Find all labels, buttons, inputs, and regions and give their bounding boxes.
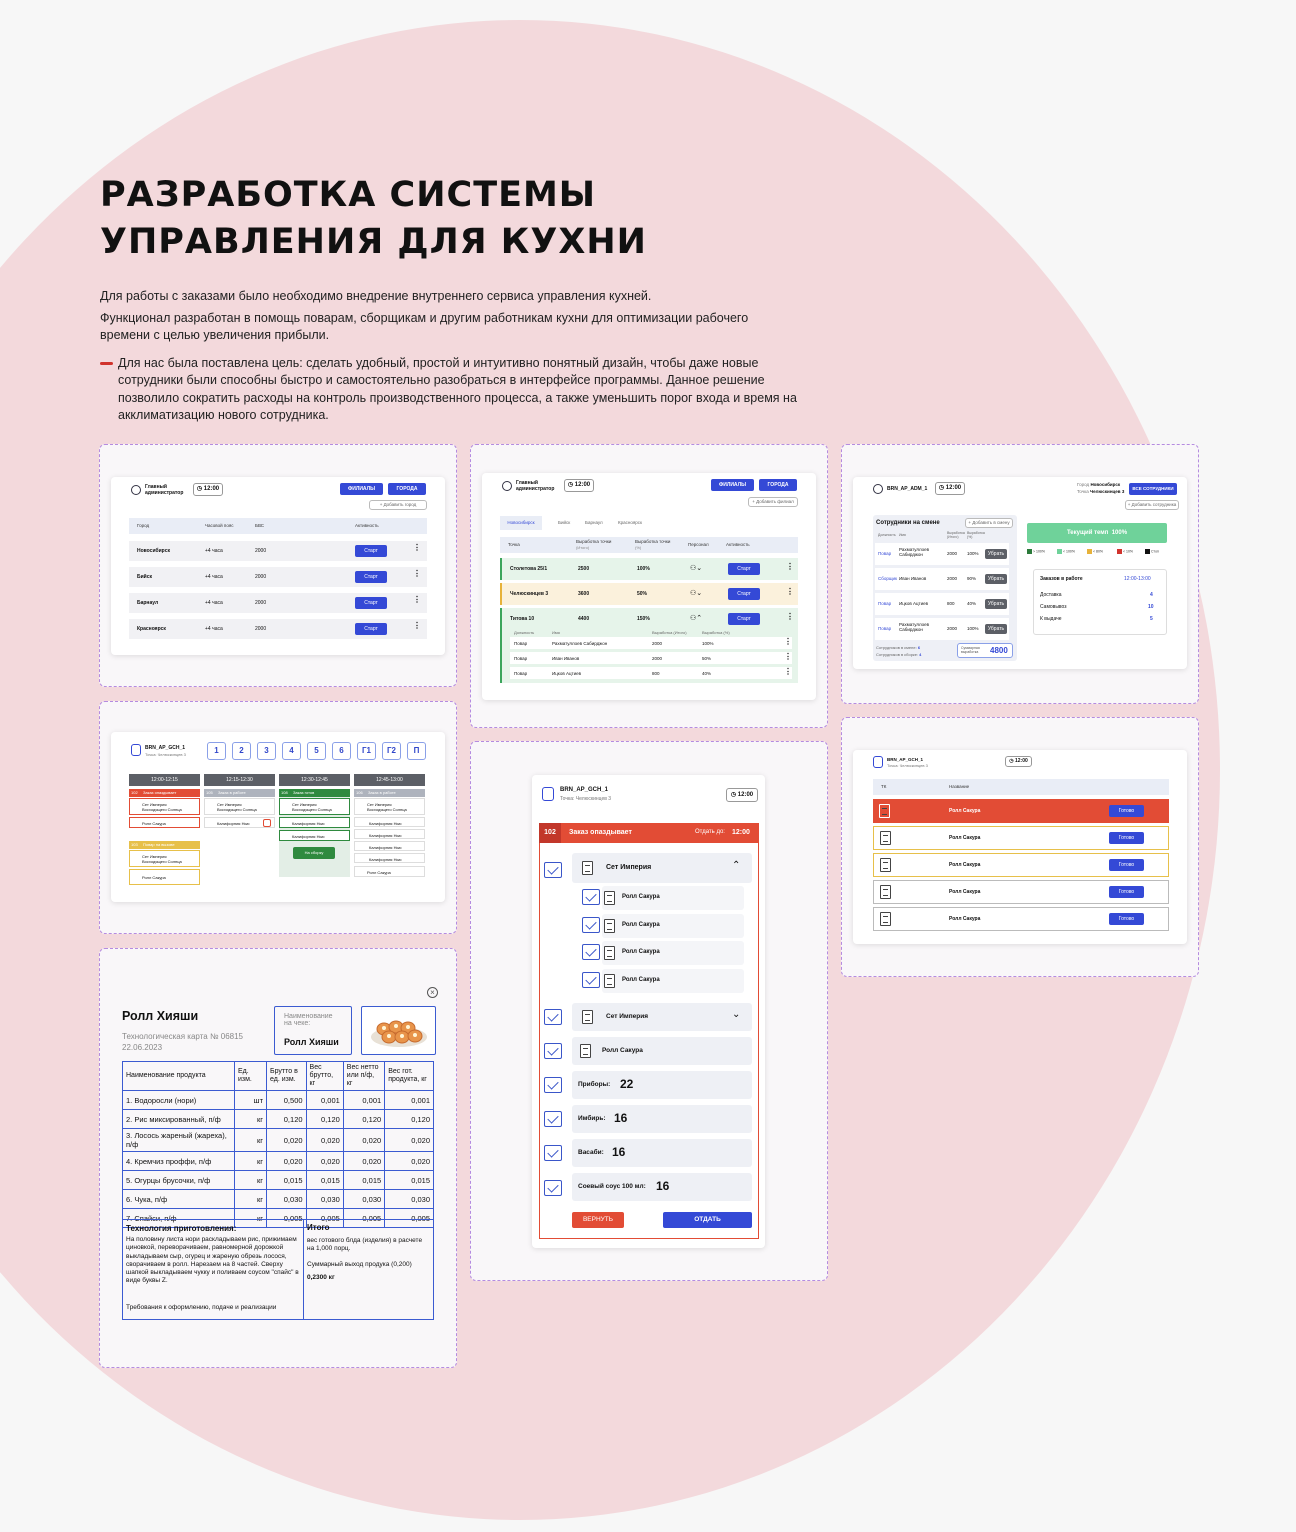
chef-icon bbox=[542, 787, 554, 801]
add-to-shift-button[interactable]: + Добавить в смену bbox=[965, 518, 1013, 528]
order-header-ready: 108 Заказ готов bbox=[279, 789, 350, 797]
slot-column-3: 108 Заказ готов Сет Империя Восходящего Солнца Калифорния Нью Калифорния Нью На сборку bbox=[279, 789, 350, 877]
clock: ◷ 12:00 bbox=[564, 479, 594, 492]
item-row: Ролл Сакура bbox=[602, 914, 744, 938]
return-button[interactable]: ВЕРНУТЬ bbox=[572, 1212, 624, 1228]
number-button-5[interactable]: 5 bbox=[307, 742, 326, 760]
ready-button[interactable]: Готово bbox=[1109, 859, 1144, 871]
slot-column-1: 102 Заказ опаздывает Сет Империя Восходящего Солнца Ролл Сакура 103 Повар на вызове Сет Империя Восходящего Солнца Ролл Сакура bbox=[129, 789, 200, 887]
branches-button[interactable]: ФИЛИАЛЫ bbox=[340, 483, 383, 495]
more-icon[interactable]: ⋮ bbox=[413, 621, 421, 630]
document-icon bbox=[880, 831, 891, 845]
document-icon bbox=[582, 1010, 593, 1024]
table-row: Красноярск +4 часа 2000 Старт ⋮ bbox=[129, 619, 427, 639]
chevron-down-icon[interactable]: ⌄ bbox=[732, 1009, 741, 1020]
staff-row: Повар Рахматуллоев Сабирджон 2000 100% Убрать bbox=[875, 543, 1009, 565]
checkbox-item[interactable] bbox=[582, 917, 600, 933]
chevron-up-icon[interactable]: ⌃ bbox=[732, 860, 741, 871]
add-branch-button[interactable]: + Добавить филиал bbox=[748, 497, 798, 507]
user-name: Главный администратор bbox=[516, 480, 555, 492]
frame-cities bbox=[99, 444, 457, 687]
number-button-g1[interactable]: Г1 bbox=[357, 742, 376, 760]
number-button-p[interactable]: П bbox=[407, 742, 426, 760]
table-row: Столетова 25/1 2500 100% ⚇⌄ Старт ⋮ bbox=[500, 558, 798, 580]
chef-icon bbox=[131, 744, 141, 756]
order-header-late: 102 Заказ опаздывает bbox=[129, 789, 200, 797]
extra-row: Соевый соус 100 мл: 16 bbox=[572, 1173, 752, 1201]
start-button[interactable]: Старт bbox=[355, 597, 387, 609]
table-row-expanded: Титова 10 4400 150% ⚇⌃ Старт ⋮ Должность Имя Выработка (Итого) Выработка (%) Повар Рахматуллоев Сабирджон 2000 100% ⋮ Повар Иван Иванов 2000 50% ⋮ Повар Ицков Ацтиев 800 40% ⋮ bbox=[500, 608, 798, 683]
table-row: Новосибирск +4 часа 2000 Старт ⋮ bbox=[129, 541, 427, 561]
document-icon bbox=[580, 1044, 591, 1058]
table-row: 4. Кремчиз проффи, п/ф кг 0,020 0,020 0,020 0,020 bbox=[123, 1152, 434, 1171]
employee-row: Повар Рахматуллоев Сабирджон 2000 100% ⋮ bbox=[510, 637, 792, 649]
give-button[interactable]: ОТДАТЬ bbox=[663, 1212, 752, 1228]
branches-button[interactable]: ФИЛИАЛЫ bbox=[711, 479, 754, 491]
table-header-row: Наименование продукта Ед. изм. Брутто в ед. изм. Вес брутто, кг Вес нетто или п/ф, кг Вес гот. продукта, кг bbox=[123, 1062, 434, 1091]
extra-row: Приборы: 22 bbox=[572, 1071, 752, 1099]
extra-row: Васаби: 16 bbox=[572, 1139, 752, 1167]
table-header: ТК Название bbox=[873, 779, 1169, 795]
checkbox-cutlery[interactable] bbox=[544, 1077, 562, 1093]
set-row[interactable]: Сет Империя ⌃ bbox=[572, 853, 752, 883]
checkbox-item[interactable] bbox=[582, 944, 600, 960]
more-icon[interactable]: ⋮ bbox=[786, 562, 794, 571]
user-icon bbox=[502, 481, 512, 491]
tech-process-box: Технология приготовления: На половину листа нори раскладываем рис, прижимаем циновкой, переворачиваем, равномерной дорожкой выкладываем сыр, огурец и жареную обрезь лосося, сворачиваем в ролл. Нарезаем на 8 частей. Сверху шапкой выкладываем чукку и поливаем соусом "спайс" в виде буквы Z. Требования к оформлению, подаче и реализации Итого вес готового блда (изделия) в расчете на 1,000 порц. Суммарный выход продука (0,200) 0,2300 кг bbox=[122, 1219, 434, 1320]
clock: ◷ 12:00 bbox=[1005, 756, 1032, 767]
user-name: BRN_AP_ADM_1 bbox=[887, 486, 928, 492]
order-header-call: 103 Повар на вызове bbox=[129, 841, 200, 849]
more-icon[interactable]: ⋮ bbox=[784, 667, 792, 676]
staff-row: Сборщик Иван Иванов 2000 90% Убрать bbox=[875, 568, 1009, 590]
remove-button[interactable]: Убрать bbox=[985, 549, 1007, 559]
slot-column-4: 106 Заказ в работе Сет Империя Восходящего Солнца Калифорния Нью Калифорния Нью Калифорния Нью Калифорния Нью Ролл Сакура bbox=[354, 789, 425, 879]
table-row: Бийск +4 часа 2000 Старт ⋮ bbox=[129, 567, 427, 587]
user-name: BRN_AP_GCH_1 bbox=[887, 757, 924, 762]
dish-photo bbox=[361, 1006, 436, 1055]
document-icon bbox=[880, 885, 891, 899]
tab-krasnoyarsk[interactable]: Красноярск bbox=[618, 520, 643, 525]
ready-button[interactable]: Готово bbox=[1109, 886, 1144, 898]
add-city-button[interactable]: + Добавить город bbox=[369, 500, 427, 510]
ready-button[interactable]: Готово bbox=[1109, 832, 1144, 844]
tab-novosibirsk[interactable]: Новосибирск bbox=[500, 516, 542, 530]
extra-row: Имбирь: 16 bbox=[572, 1105, 752, 1133]
tempo-bar: Текущий темп 100% bbox=[1027, 523, 1167, 543]
user-name: BRN_AP_GCH_1 bbox=[560, 787, 609, 793]
more-icon[interactable]: ⋮ bbox=[784, 652, 792, 661]
document-icon bbox=[880, 912, 891, 926]
tech-row: Ролл Сакура Готово bbox=[873, 853, 1169, 877]
ingredients-table bbox=[122, 1061, 434, 1228]
checkbox-soy[interactable] bbox=[544, 1180, 562, 1196]
checkbox-item[interactable] bbox=[582, 972, 600, 988]
document-icon bbox=[582, 861, 593, 875]
employee-row: Повар Иван Иванов 2000 50% ⋮ bbox=[510, 652, 792, 664]
remove-button[interactable]: Убрать bbox=[985, 599, 1007, 609]
start-button[interactable]: Старт bbox=[728, 563, 760, 575]
order-header: 102 Заказ опаздывает Отдать до: 12:00 bbox=[539, 823, 759, 843]
checkbox-item[interactable] bbox=[582, 889, 600, 905]
number-button-6[interactable]: 6 bbox=[332, 742, 351, 760]
branches-screen bbox=[482, 473, 816, 700]
number-button-3[interactable]: 3 bbox=[257, 742, 276, 760]
time-slot: 12:30-12:45 bbox=[279, 774, 350, 786]
time-slot: 12:00-12:15 bbox=[129, 774, 200, 786]
staff-panel: Сотрудники на смене + Добавить в смену Должность Имя Выработка (Итого) Выработка (%) Повар Рахматуллоев Сабирджон 2000 100% Убрать Сборщик Иван Иванов 2000 90% Убрать Повар Ицков Ацтиев 800 40% Убрать Повар Рахматуллоев Сабирджон 2000 100% Убрать Сотрудников в смене: 6 Сотрудников в сборке: 4 Суммарная выработка 4800 bbox=[873, 515, 1017, 661]
checkbox-set-2[interactable] bbox=[544, 1009, 562, 1025]
more-icon[interactable]: ⋮ bbox=[413, 543, 421, 552]
document-icon bbox=[604, 891, 615, 905]
start-button[interactable]: Старт bbox=[355, 571, 387, 583]
city-tabs bbox=[500, 516, 798, 530]
user-icon bbox=[131, 485, 141, 495]
tech-list-screen: BRN_AP_GCH_1 Точка: Челюскинцев 3 ◷ 12:00 ТК Название Ролл Сакура Готово Ролл Сакура Готово Ролл Сакура Готово Ролл Сакура Готово Ролл Сакура Готово bbox=[853, 750, 1187, 944]
checkbox-ginger[interactable] bbox=[544, 1111, 562, 1127]
goal-bullet: Для нас была поставлена цель: сделать удобный, простой и интуитивно понятный дизайн, чтобы даже новые сотрудники были способны быстро и самостоятельно разобраться в интерфейсе программы. Данное решение позволило сократить расходы на контроль производственного процесса, а также уменьшить порог входа и время на акклиматизацию нового сотрудника. bbox=[100, 355, 820, 425]
document-icon bbox=[604, 946, 615, 960]
total-output: Суммарная выработка 4800 bbox=[957, 643, 1013, 658]
clock: ◷ 12:00 bbox=[935, 482, 965, 495]
time-slot: 12:45-13:00 bbox=[354, 774, 425, 786]
frame-tech-list bbox=[841, 717, 1199, 977]
tech-card-number: Технологическая карта № 06815 bbox=[122, 1032, 243, 1041]
page-header bbox=[100, 172, 860, 425]
start-button[interactable]: Старт bbox=[728, 613, 760, 625]
order-header-work: 105 Заказ в работе bbox=[204, 789, 275, 797]
document-icon bbox=[604, 974, 615, 988]
item-row: Ролл Сакура bbox=[602, 969, 744, 993]
ready-button[interactable]: Готово bbox=[1109, 913, 1144, 925]
intro-paragraph: Для работы с заказами было необходимо внедрение внутреннего сервиса управления кухней. bbox=[100, 289, 652, 303]
to-assembly-button[interactable]: На сборку bbox=[293, 847, 335, 859]
tech-row: Ролл Сакура Готово bbox=[873, 826, 1169, 850]
table-row: Челюскинцев 3 3600 50% ⚇⌄ Старт ⋮ bbox=[500, 583, 798, 605]
kanban-screen: BRN_AP_GCH_1 Точка: Челюскинцев 3 1 2 3 4 5 6 Г1 Г2 П 12:00-12:15 12:15-12:30 12:30-12:45 12:45-13:00 102 Заказ опаздывает Сет Империя Восходящего Солнца Ролл Сакура 103 Повар на вызове Сет Империя Восходящего Солнца Ролл Сакура 105 Заказ в работе Сет Империя Восходящего Солнца Калифорния Нью 108 Заказ готов Сет Империя Восходящего Солнца Калифорния Нью Калифорния Нью На сборку 106 Заказ в работе Сет Империя Восходящего Солнца Калифорния Нью Калифорния Нью Калифорния Нью Калифорния Нью Ролл Сакура bbox=[111, 732, 445, 902]
item-row: Ролл Сакура bbox=[602, 886, 744, 910]
staff-row: Повар Рахматуллоев Сабирджон 2000 100% Убрать bbox=[875, 618, 1009, 640]
table-row: 3. Лосось жареный (жареха), п/ф кг 0,020 0,020 0,020 0,020 bbox=[123, 1129, 434, 1152]
remove-button[interactable]: Убрать bbox=[985, 574, 1007, 584]
remove-button[interactable]: Убрать bbox=[985, 624, 1007, 634]
cities-button[interactable]: ГОРОДА bbox=[759, 479, 797, 491]
order-screen: BRN_AP_GCH_1 Точка: Челюскинцев 3 ◷ 12:00 102 Заказ опаздывает Отдать до: 12:00 Сет Империя ⌃ Ролл Сакура Ролл Сакура Ролл Сакура Ролл Сакура Сет Империя ⌄ Ролл Сакура Приборы: 22 Имбирь: 16 Васаби: 16 Соевый соус 100 мл: 16 ВЕРНУТЬ ОТДАТЬ bbox=[532, 775, 765, 1248]
number-button-2[interactable]: 2 bbox=[232, 742, 251, 760]
page-title: РАЗРАБОТКА СИСТЕМЫ УПРАВЛЕНИЯ ДЛЯ КУХНИ bbox=[100, 175, 647, 262]
user-icon bbox=[873, 484, 883, 494]
table-row: Барнаул +4 часа 2000 Старт ⋮ bbox=[129, 593, 427, 613]
all-employees-button[interactable]: ВСЕ СОТРУДНИКИ bbox=[1129, 483, 1177, 495]
item-row: Ролл Сакура bbox=[602, 941, 744, 965]
cities-button[interactable]: ГОРОДА bbox=[388, 483, 426, 495]
sushi-image bbox=[362, 1007, 437, 1056]
receipt-name-box: Наименование на чеке: Ролл Хияши bbox=[274, 1006, 352, 1055]
tech-card-date: 22.06.2023 bbox=[122, 1043, 163, 1052]
user-name: BRN_AP_GCH_1 bbox=[145, 745, 186, 751]
staff-row: Повар Ицков Ацтиев 800 40% Убрать bbox=[875, 593, 1009, 615]
employee-row: Повар Ицков Ацтиев 800 40% ⋮ bbox=[510, 667, 792, 679]
tech-row-late: Ролл Сакура Готово bbox=[873, 799, 1169, 823]
close-icon[interactable]: × bbox=[427, 987, 438, 998]
number-button-4[interactable]: 4 bbox=[282, 742, 301, 760]
table-row: 1. Водоросли (нори) шт 0,500 0,001 0,001 0,001 bbox=[123, 1091, 434, 1110]
more-icon[interactable]: ⋮ bbox=[413, 595, 421, 604]
checkbox-wasabi[interactable] bbox=[544, 1145, 562, 1161]
more-icon[interactable]: ⋮ bbox=[786, 587, 794, 596]
tab-barnaul[interactable]: Барнаул bbox=[585, 520, 603, 525]
chef-icon bbox=[873, 756, 883, 768]
staff-screen: BRN_AP_ADM_1 ◷ 12:00 Город Новосибирск Точка Челюскинцев 3 ВСЕ СОТРУДНИКИ + Добавить сотрудника Сотрудники на смене + Добавить в смену Должность Имя Выработка (Итого) Выработка (%) Повар Рахматуллоев Сабирджон 2000 100% Убрать Сборщик Иван Иванов 2000 90% Убрать Повар Ицков Ацтиев 800 40% Убрать Повар Рахматуллоев Сабирджон 2000 100% Убрать Сотрудников в смене: 6 Сотрудников в сборке: 4 Суммарная выработка 4800 Текущий темп 100% > 100% < 100% < 80% < 10% Стоп Заказов в работе 12:00-13:00 Доставка 4 Самовывоз 10 К выдаче 5 bbox=[853, 477, 1187, 669]
number-button-1[interactable]: 1 bbox=[207, 742, 226, 760]
orders-panel: Заказов в работе 12:00-13:00 Доставка 4 Самовывоз 10 К выдаче 5 bbox=[1033, 569, 1167, 635]
staff-icon[interactable]: ⚇⌄ bbox=[690, 565, 703, 572]
clock: ◷ 12:00 bbox=[193, 483, 223, 496]
ready-button[interactable]: Готово bbox=[1109, 805, 1144, 817]
table-header: Точка Выработка точки (Итого) Выработка точки (%) Персонал Активность bbox=[500, 537, 798, 553]
tech-row: Ролл Сакура Готово bbox=[873, 907, 1169, 931]
table-header: Город Часовой пояс БВС Активность bbox=[129, 518, 427, 534]
frame-staff bbox=[841, 444, 1199, 704]
staff-icon[interactable]: ⚇⌄ bbox=[690, 590, 703, 597]
start-button[interactable]: Старт bbox=[355, 545, 387, 557]
checkbox-set[interactable] bbox=[544, 862, 562, 878]
time-slot: 12:15-12:30 bbox=[204, 774, 275, 786]
checkbox-roll[interactable] bbox=[544, 1043, 562, 1059]
cities-screen bbox=[111, 477, 445, 655]
table-row: 2. Рис миксированный, п/ф кг 0,120 0,120 0,120 0,120 bbox=[123, 1110, 434, 1129]
roll-row: Ролл Сакура bbox=[572, 1037, 752, 1065]
order-header-work: 106 Заказ в работе bbox=[354, 789, 425, 797]
start-button[interactable]: Старт bbox=[355, 623, 387, 635]
recipe-title: Ролл Хияши bbox=[122, 1009, 199, 1023]
staff-icon[interactable]: ⚇⌃ bbox=[690, 615, 703, 622]
number-button-g2[interactable]: Г2 bbox=[382, 742, 401, 760]
more-icon[interactable]: ⋮ bbox=[413, 569, 421, 578]
table-row: 7. Спайси, п/ф кг 0,005 0,005 0,005 0,005 bbox=[123, 1209, 434, 1228]
document-icon bbox=[604, 919, 615, 933]
intro-paragraph-2: Функционал разработан в помощь поварам, сборщикам и другим работникам кухни для оптимизации рабочего времени с целью увеличения прибыли. bbox=[100, 310, 749, 342]
table-row: 5. Огурцы брусочки, п/ф кг 0,015 0,015 0,015 0,015 bbox=[123, 1171, 434, 1190]
document-icon bbox=[880, 858, 891, 872]
tab-biysk[interactable]: Бийск bbox=[558, 520, 571, 525]
frame-branches bbox=[470, 444, 828, 728]
frame-order bbox=[470, 741, 828, 1281]
set-row[interactable]: Сет Империя ⌄ bbox=[572, 1003, 752, 1031]
more-icon[interactable]: ⋮ bbox=[784, 637, 792, 646]
frame-tech-card bbox=[99, 948, 457, 1368]
tempo-legend: > 100% < 100% < 80% < 10% Стоп bbox=[1027, 549, 1177, 557]
add-employee-button[interactable]: + Добавить сотрудника bbox=[1125, 500, 1179, 510]
tech-row: Ролл Сакура Готово bbox=[873, 880, 1169, 904]
slot-column-2: 105 Заказ в работе Сет Империя Восходящего Солнца Калифорния Нью bbox=[204, 789, 275, 849]
more-icon[interactable]: ⋮ bbox=[786, 612, 794, 621]
start-button[interactable]: Старт bbox=[728, 588, 760, 600]
frame-kanban bbox=[99, 701, 457, 934]
document-icon bbox=[879, 804, 890, 818]
clock: ◷ 12:00 bbox=[726, 788, 758, 802]
table-row: 6. Чука, п/ф кг 0,030 0,030 0,030 0,030 bbox=[123, 1190, 434, 1209]
user-name: Главный администратор bbox=[145, 484, 184, 496]
